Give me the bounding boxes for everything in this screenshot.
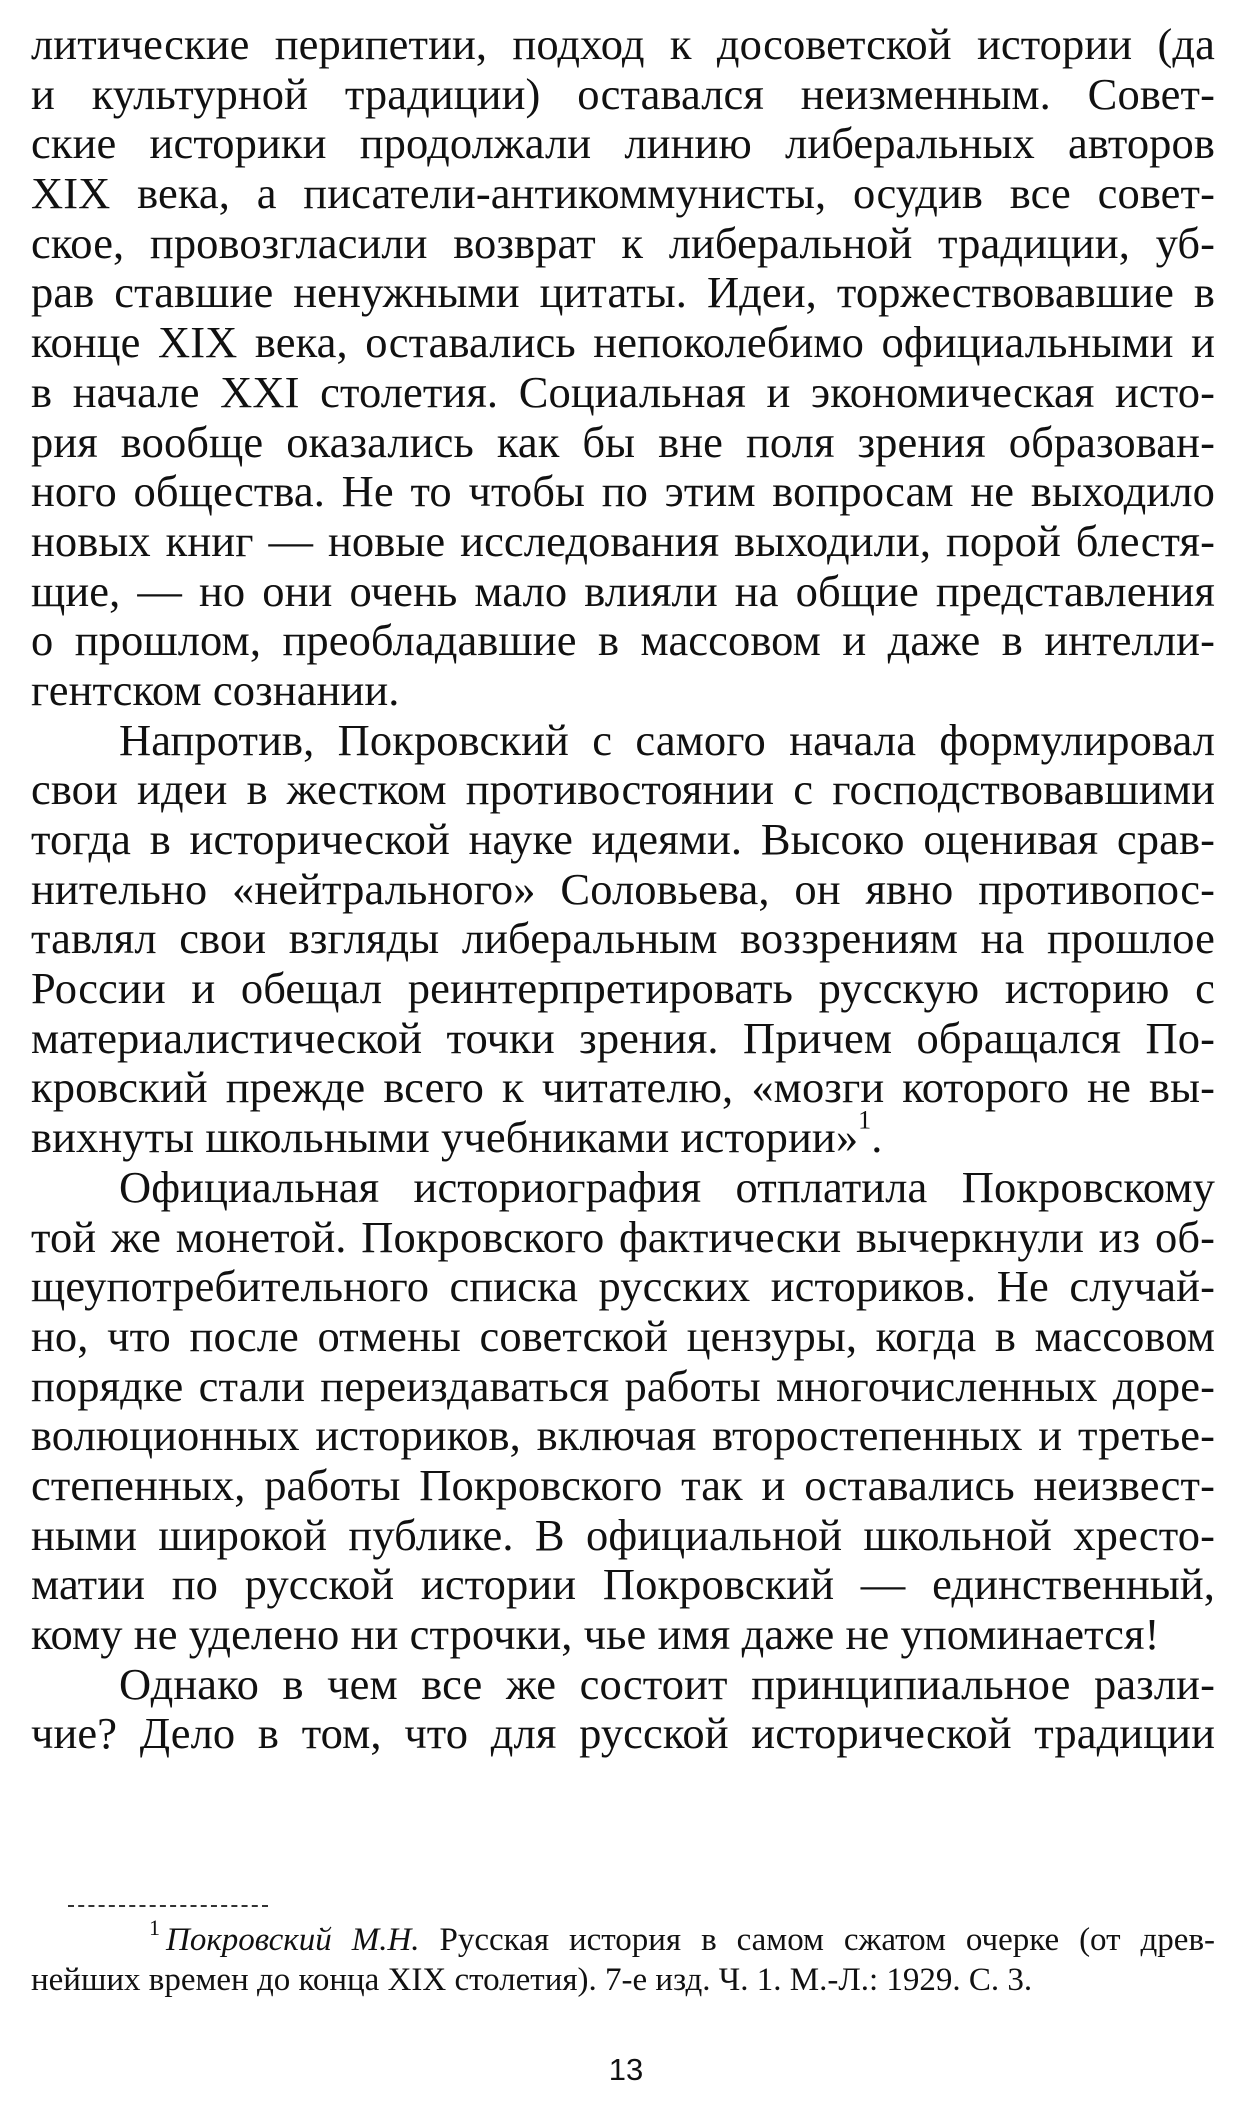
sentence-period: .	[871, 1112, 883, 1163]
text-line: России и обещал реинтерпретировать русскую историю с	[31, 963, 1215, 1014]
text-line: тогда в исторической науке идеями. Высоко оценивая срав-	[31, 814, 1215, 864]
text-line: щеупотребительного списка русских историков. Не случай-	[31, 1261, 1215, 1312]
footnote-author: Покровский М.Н.	[166, 1922, 420, 1958]
text-line: гентском сознании.	[31, 664, 400, 715]
text-line: новых книг — новые исследования выходили, порой блестя-	[31, 515, 1215, 566]
footnote-separator	[68, 1905, 268, 1907]
text-line: той же монетой. Покровского фактически вычеркнули из об-	[31, 1211, 1215, 1262]
text-line: ными широкой публике. В официальной школьной хресто-	[31, 1509, 1215, 1560]
text-line: конце XIX века, оставались непоколебимо официальными и	[31, 317, 1215, 368]
footnote-line	[31, 1914, 1216, 1960]
text-line: свои идеи в жестком противостоянии с господствовавшими	[31, 764, 1215, 815]
text-line: кровский прежде всего к читателю, «мозги которого не вы-	[31, 1062, 1215, 1113]
text-line: ного общества. Не то чтобы по этим вопросам не выходило	[31, 466, 1215, 517]
text-line: матии по русской истории Покровский — единственный,	[31, 1559, 1215, 1610]
text-line: рав ставшие ненужными цитаты. Идеи, торжествовавшие в	[31, 267, 1215, 318]
footnote	[31, 1914, 1216, 2000]
text-line: в начале XXI столетия. Социальная и экономическая исто-	[31, 366, 1215, 417]
footnote-text: Русская история в самом сжатом очерке (от древ-	[439, 1922, 1216, 1958]
text-line-content: вихнуты школьными учебниками истории»	[31, 1112, 859, 1163]
text-line: но, что после отмены советской цензуры, когда в массовом	[31, 1310, 1215, 1361]
footnote-marker: 1	[149, 1914, 160, 1940]
text-line: чие? Дело в том, что для русской исторической традиции	[31, 1708, 1215, 1759]
text-line: литические перипетии, подход к досоветской истории (да	[31, 19, 1215, 69]
text-line: о прошлом, преобладавшие в массовом и даже в интелли-	[31, 615, 1215, 666]
text-line: XIX века, а писатели-антикоммунисты, осудив все совет-	[31, 168, 1215, 219]
text-line-with-footnote-ref	[31, 1105, 1215, 1163]
text-line: степенных, работы Покровского так и оставались неизвест-	[31, 1459, 1215, 1510]
text-line: ские историки продолжали линию либеральных авторов	[31, 118, 1215, 169]
text-line: ское, провозгласили возврат к либеральной традиции, уб-	[31, 217, 1215, 268]
paragraph-start-line: Напротив, Покровский с самого начала формулировал	[119, 714, 1215, 765]
page-number: 13	[608, 2052, 644, 2087]
text-line: рия вообще оказались как бы вне поля зрения образован-	[31, 416, 1215, 467]
text-line: тавлял свои взгляды либеральным воззрениям на прошлое	[31, 913, 1215, 964]
paragraph-start-line: Официальная историография отплатила Покровскому	[119, 1161, 1215, 1212]
footnote-line: нейших времен до конца XIX столетия). 7-е изд. Ч. 1. М.-Л.: 1929. С. 3.	[31, 1962, 1033, 1998]
text-line: материалистической точки зрения. Причем обращался По-	[31, 1012, 1215, 1063]
text-line: нительно «нейтрального» Соловьева, он явно противопос-	[31, 863, 1215, 914]
text-line: порядке стали переиздаваться работы многочисленных доре-	[31, 1360, 1215, 1411]
text-line: кому не уделено ни строчки, чье имя даже не упоминается!	[31, 1609, 1160, 1659]
paragraph-start-line: Однако в чем все же состоит принципиальное разли-	[119, 1658, 1215, 1709]
text-line: волюционных историков, включая второстепенных и третье-	[31, 1410, 1215, 1461]
footnote-reference[interactable]: 1	[858, 1105, 872, 1135]
text-line: щие, — но они очень мало влияли на общие представления	[31, 565, 1215, 616]
body-text	[31, 20, 1215, 1759]
text-line: и культурной традиции) оставался неизменным. Совет-	[31, 68, 1215, 119]
